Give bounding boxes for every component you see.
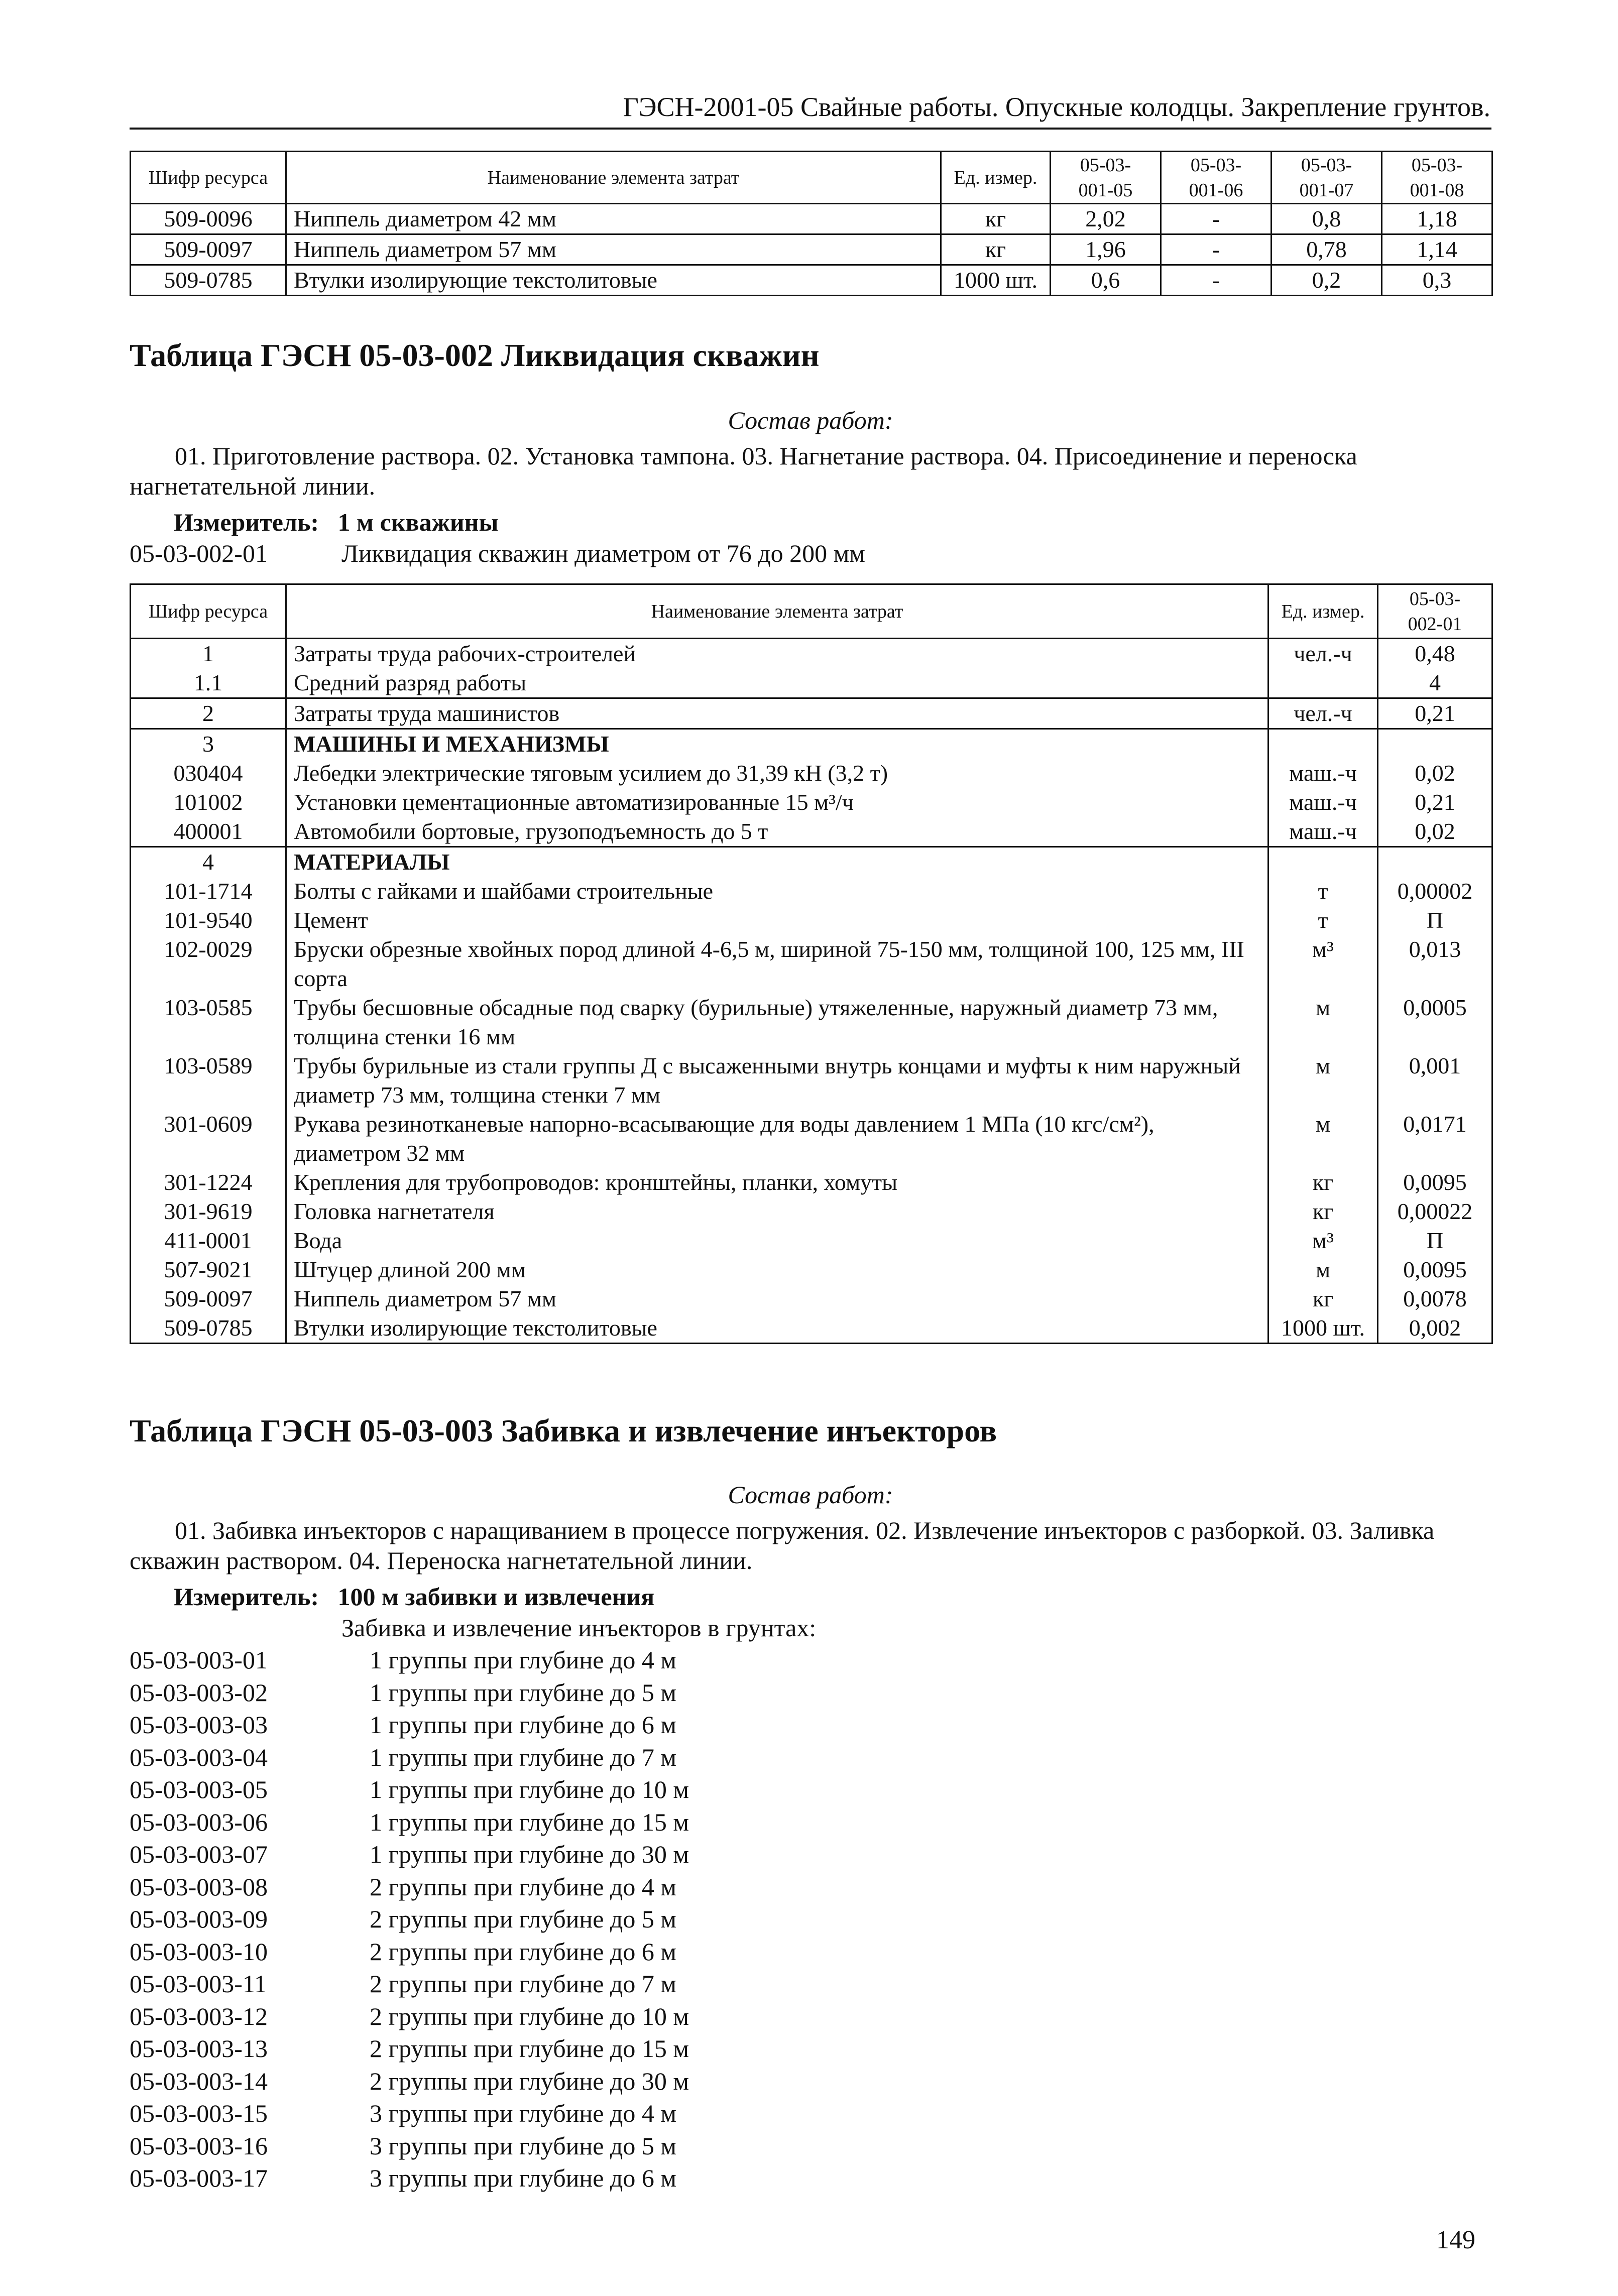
cell-unit: м (1268, 1110, 1378, 1168)
cell-code: 4 (131, 847, 286, 877)
item-desc: 1 группы при глубине до 10 м (370, 1775, 689, 1803)
cell-value: 0,001 (1378, 1051, 1492, 1110)
column-header-name: Наименование элемента затрат (286, 584, 1268, 639)
cell-unit: кг (941, 234, 1051, 265)
table-row (131, 1226, 1492, 1255)
resource-table-001 (130, 151, 1493, 296)
table-row (131, 993, 1492, 1051)
item-code: 05-03-003-01 (130, 1646, 268, 1674)
item-desc: 2 группы при глубине до 30 м (370, 2067, 689, 2095)
item-desc: 2 группы при глубине до 5 м (370, 1905, 676, 1933)
column-header-norm (1161, 152, 1272, 204)
item-desc: 2 группы при глубине до 7 м (370, 1970, 676, 1998)
item-code: 05-03-003-14 (130, 2067, 268, 2095)
cell-name: Рукава резинотканевые напорно-всасывающие для воды давлением 1 МПа (10 кгс/см²), диаметром 32 мм (286, 1110, 1268, 1168)
item-desc: Ликвидация скважин диаметром от 76 до 200 мм (341, 539, 865, 567)
item-code: 05-03-002-01 (130, 539, 268, 567)
item-code: 05-03-003-08 (130, 1872, 268, 1901)
meter-label: Измеритель: (174, 1583, 319, 1611)
cell-value: 0,21 (1378, 698, 1492, 729)
meter-label: Измеритель: (174, 508, 319, 536)
section-title-003: Таблица ГЭСН 05-03-003 Забивка и извлечение инъекторов (130, 1413, 997, 1448)
item-desc: 1 группы при глубине до 30 м (370, 1840, 689, 1868)
table-row (131, 847, 1492, 877)
item-desc: 3 группы при глубине до 4 м (370, 2099, 676, 2127)
cell-value: 0,0171 (1378, 1110, 1492, 1168)
cell-name: Цемент (286, 906, 1268, 935)
cell-value: 0,0078 (1378, 1284, 1492, 1313)
header-rule (130, 128, 1491, 130)
cell-name: Трубы бесшовные обсадные под сварку (бурильные) утяжеленные, наружный диаметр 73 мм, толщина стенки 16 мм (286, 993, 1268, 1051)
cell-name: Ниппель диаметром 57 мм (286, 1284, 1268, 1313)
cell-value: 2,02 (1051, 204, 1161, 234)
item-code: 05-03-003-04 (130, 1743, 268, 1771)
table-row (131, 906, 1492, 935)
table-row (131, 788, 1492, 817)
column-header-norm (1378, 584, 1492, 639)
cell-name: Втулки изолирующие текстолитовые (286, 265, 941, 296)
cell-value: П (1378, 1226, 1492, 1255)
header-line: 05-03- (1411, 154, 1463, 176)
cell-unit: 1000 шт. (941, 265, 1051, 296)
cell-value: 1,18 (1382, 204, 1492, 234)
cell-name: Крепления для трубопроводов: кронштейны, планки, хомуты (286, 1168, 1268, 1197)
table-row (131, 668, 1492, 698)
meter-line (174, 507, 499, 537)
cell-value: 0,6 (1051, 265, 1161, 296)
cell-code: 509-0096 (131, 204, 286, 234)
cell-unit: м³ (1268, 935, 1378, 993)
cell-unit: т (1268, 877, 1378, 906)
cell-unit: т (1268, 906, 1378, 935)
cell-code: 1 (131, 639, 286, 669)
cell-value: П (1378, 906, 1492, 935)
item-desc: 3 группы при глубине до 5 м (370, 2131, 676, 2160)
item-code: 05-03-003-05 (130, 1775, 268, 1803)
cell-code: 3 (131, 729, 286, 759)
cell-unit: маш.-ч (1268, 759, 1378, 788)
item-code: 05-03-003-10 (130, 1937, 268, 1966)
item-code: 05-03-003-13 (130, 2034, 268, 2063)
cell-code: 400001 (131, 817, 286, 847)
header-line: 05-03- (1080, 154, 1131, 176)
header-line: 001-08 (1410, 179, 1464, 201)
header-line: 001-07 (1299, 179, 1354, 201)
meter-value: 100 м забивки и извлечения (337, 1583, 655, 1611)
cell-value: 0,002 (1378, 1313, 1492, 1344)
cell-code: 411-0001 (131, 1226, 286, 1255)
cell-code: 101-9540 (131, 906, 286, 935)
meter-value: 1 м скважины (337, 508, 499, 536)
section-title-002: Таблица ГЭСН 05-03-002 Ликвидация скважин (130, 337, 820, 373)
cell-name: Автомобили бортовые, грузоподъемность до 5 т (286, 817, 1268, 847)
composition-label: Состав работ: (728, 1481, 893, 1509)
item-desc: 2 группы при глубине до 4 м (370, 1872, 676, 1901)
header-line: 002-01 (1408, 613, 1462, 635)
cell-name: Болты с гайками и шайбами строительные (286, 877, 1268, 906)
item-code: 05-03-003-07 (130, 1840, 268, 1868)
cell-code: 103-0585 (131, 993, 286, 1051)
item-code: 05-03-003-03 (130, 1711, 268, 1739)
cell-name: Установки цементационные автоматизированные 15 м³/ч (286, 788, 1268, 817)
cell-code: 507-9021 (131, 1255, 286, 1284)
item-code: 05-03-003-15 (130, 2099, 268, 2127)
cell-value: - (1161, 265, 1272, 296)
cell-code: 1.1 (131, 668, 286, 698)
header-line: 05-03- (1190, 154, 1242, 176)
table-row (131, 698, 1492, 729)
table-row (131, 1051, 1492, 1110)
table-header-row (131, 584, 1492, 639)
cell-name: Лебедки электрические тяговым усилием до 31,39 кН (3,2 т) (286, 759, 1268, 788)
cell-code: 301-1224 (131, 1168, 286, 1197)
cell-value: 0,2 (1272, 265, 1382, 296)
item-desc: 2 группы при глубине до 10 м (370, 2002, 689, 2030)
cell-name: Средний разряд работы (286, 668, 1268, 698)
cell-value: - (1161, 234, 1272, 265)
cell-code: 102-0029 (131, 935, 286, 993)
cell-code: 101002 (131, 788, 286, 817)
cell-value: 0,00022 (1378, 1197, 1492, 1226)
table-row (131, 1255, 1492, 1284)
cell-value: 0,0095 (1378, 1255, 1492, 1284)
cell-unit (1268, 847, 1378, 877)
item-code: 05-03-003-02 (130, 1678, 268, 1707)
table-row (131, 729, 1492, 759)
column-header-norm (1272, 152, 1382, 204)
cell-value: 1,96 (1051, 234, 1161, 265)
item-desc: 1 группы при глубине до 6 м (370, 1711, 676, 1739)
composition-text: 01. Забивка инъекторов с наращиванием в процессе погружения. 02. Извлечение инъекторов с разборкой. 03. Заливка скважин раствором. 04. Переноска нагнетательной линии. (130, 1516, 1435, 1575)
cell-code: 509-0097 (131, 234, 286, 265)
cell-unit: м (1268, 993, 1378, 1051)
cell-unit: кг (1268, 1197, 1378, 1226)
column-header-code: Шифр ресурса (131, 152, 286, 204)
cell-value: 0,3 (1382, 265, 1492, 296)
cell-name: Вода (286, 1226, 1268, 1255)
cell-value: 0,02 (1378, 817, 1492, 847)
composition-label: Состав работ: (728, 406, 893, 434)
table-row (131, 204, 1492, 234)
cell-name: Трубы бурильные из стали группы Д с высаженными внутрь концами и муфты к ним наружный диаметр 73 мм, толщина стенки 7 мм (286, 1051, 1268, 1110)
column-header-unit: Ед. измер. (1268, 584, 1378, 639)
item-desc: 1 группы при глубине до 5 м (370, 1678, 676, 1707)
column-header-norm (1051, 152, 1161, 204)
cell-name: Головка нагнетателя (286, 1197, 1268, 1226)
cell-name: Затраты труда машинистов (286, 698, 1268, 729)
cell-value: 0,21 (1378, 788, 1492, 817)
cell-code: 101-1714 (131, 877, 286, 906)
header-line: 001-06 (1189, 179, 1243, 201)
meter-line (174, 1582, 654, 1612)
cell-unit: кг (1268, 1284, 1378, 1313)
item-desc: 1 группы при глубине до 4 м (370, 1646, 676, 1674)
item-code: 05-03-003-12 (130, 2002, 268, 2030)
page-number: 149 (1436, 2226, 1475, 2254)
table-row (131, 1197, 1492, 1226)
table-row (131, 935, 1492, 993)
item-code: 05-03-003-17 (130, 2164, 268, 2192)
cell-unit (1268, 668, 1378, 698)
cell-code: 509-0097 (131, 1284, 286, 1313)
cell-name: Затраты труда рабочих-строителей (286, 639, 1268, 669)
cell-value: - (1161, 204, 1272, 234)
cell-code: 509-0785 (131, 265, 286, 296)
item-desc: 3 группы при глубине до 6 м (370, 2164, 676, 2192)
cell-unit: чел.-ч (1268, 698, 1378, 729)
cell-value: 0,78 (1272, 234, 1382, 265)
cell-unit: маш.-ч (1268, 788, 1378, 817)
table-row (131, 817, 1492, 847)
table-row (131, 1284, 1492, 1313)
table-row (131, 759, 1492, 788)
item-code: 05-03-003-16 (130, 2131, 268, 2160)
cell-unit: м (1268, 1255, 1378, 1284)
column-header-name: Наименование элемента затрат (286, 152, 941, 204)
table-row (131, 1168, 1492, 1197)
header-line: 001-05 (1078, 179, 1133, 201)
item-code: 05-03-003-11 (130, 1970, 267, 1998)
cell-value: 4 (1378, 668, 1492, 698)
table-row (131, 234, 1492, 265)
cell-name: МАТЕРИАЛЫ (286, 847, 1268, 877)
cell-name: Втулки изолирующие текстолитовые (286, 1313, 1268, 1344)
cell-value: 0,00002 (1378, 877, 1492, 906)
cell-value: 0,8 (1272, 204, 1382, 234)
cell-unit: 1000 шт. (1268, 1313, 1378, 1344)
composition-text: 01. Приготовление раствора. 02. Установка тампона. 03. Нагнетание раствора. 04. Присоединение и переноска нагнетательной линии. (130, 442, 1357, 500)
item-desc: 1 группы при глубине до 15 м (370, 1807, 689, 1836)
column-header-norm (1382, 152, 1492, 204)
cell-code: 103-0589 (131, 1051, 286, 1110)
cell-value: 0,48 (1378, 639, 1492, 669)
cell-code: 2 (131, 698, 286, 729)
cell-name: МАШИНЫ И МЕХАНИЗМЫ (286, 729, 1268, 759)
resource-table-002 (130, 583, 1493, 1344)
item-code: 05-03-003-09 (130, 1905, 268, 1933)
cell-unit: кг (941, 204, 1051, 234)
cell-unit: кг (1268, 1168, 1378, 1197)
cell-value: 0,0005 (1378, 993, 1492, 1051)
table-row (131, 1313, 1492, 1344)
cell-code: 301-9619 (131, 1197, 286, 1226)
cell-value (1378, 729, 1492, 759)
subheading: Забивка и извлечение инъекторов в грунтах: (341, 1614, 817, 1642)
cell-value: 0,02 (1378, 759, 1492, 788)
table-header-row (131, 152, 1492, 204)
item-desc: 2 группы при глубине до 15 м (370, 2034, 689, 2063)
cell-unit (1268, 729, 1378, 759)
column-header-code: Шифр ресурса (131, 584, 286, 639)
header-line: 05-03- (1409, 588, 1461, 610)
cell-value: 1,14 (1382, 234, 1492, 265)
cell-value (1378, 847, 1492, 877)
cell-unit: м (1268, 1051, 1378, 1110)
header-line: 05-03- (1301, 154, 1352, 176)
cell-name: Ниппель диаметром 57 мм (286, 234, 941, 265)
cell-code: 509-0785 (131, 1313, 286, 1344)
cell-value: 0,013 (1378, 935, 1492, 993)
table-row (131, 265, 1492, 296)
cell-name: Бруски обрезные хвойных пород длиной 4-6,5 м, шириной 75-150 мм, толщиной 100, 125 мм, III сорта (286, 935, 1268, 993)
table-row (131, 639, 1492, 669)
cell-name: Штуцер длиной 200 мм (286, 1255, 1268, 1284)
cell-unit: м³ (1268, 1226, 1378, 1255)
table-row (131, 877, 1492, 906)
cell-name: Ниппель диаметром 42 мм (286, 204, 941, 234)
cell-unit: маш.-ч (1268, 817, 1378, 847)
cell-unit: чел.-ч (1268, 639, 1378, 669)
table-row (131, 1110, 1492, 1168)
item-code: 05-03-003-06 (130, 1807, 268, 1836)
running-header: ГЭСН-2001-05 Свайные работы. Опускные колодцы. Закрепление грунтов. (623, 92, 1490, 122)
item-desc: 1 группы при глубине до 7 м (370, 1743, 676, 1771)
column-header-unit: Ед. измер. (941, 152, 1051, 204)
cell-value: 0,0095 (1378, 1168, 1492, 1197)
cell-code: 301-0609 (131, 1110, 286, 1168)
cell-code: 030404 (131, 759, 286, 788)
item-desc: 2 группы при глубине до 6 м (370, 1937, 676, 1966)
